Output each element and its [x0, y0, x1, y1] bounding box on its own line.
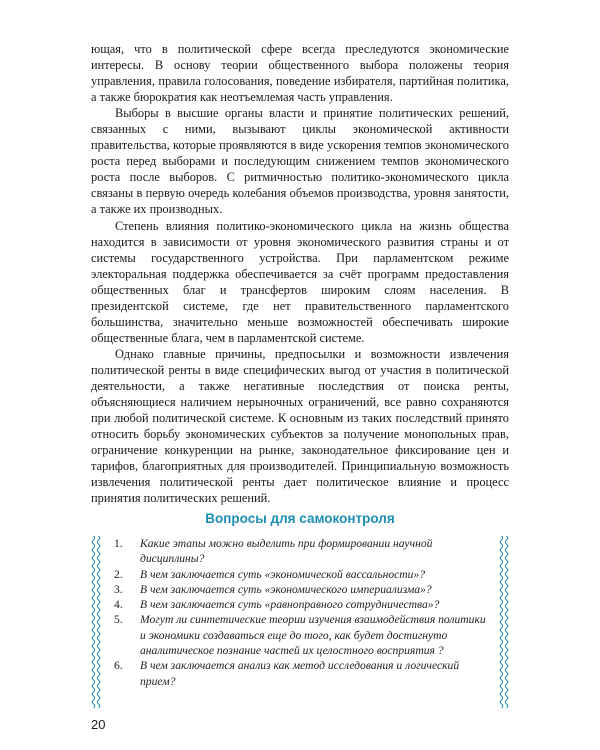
question-item	[114, 582, 488, 597]
question-text: В чем заключается суть «равноправного сотрудничества»?	[140, 598, 440, 612]
wave-line	[500, 536, 503, 708]
question-number: 2.	[114, 567, 123, 581]
wave-line	[97, 536, 100, 708]
paragraph-4: Однако главные причины, предпосылки и возможности извлечения политической ренты в виде специфических выгод от участия в политической деятельности, а также негативные последствия от поиска ренты, объясняющиеся наличием нерыночных ограничений, все равно сохраняются при любой политической системе. К основным из таких последствий принято относить борьбу экономических субъектов за получение монопольных прав, ограничение конкуренции на рынке, законодательное фиксирование цен и тарифов, благоприятных для производителей. Принципиальную возможность извлечения политической ренты дает политическое влияние и процесс принятия политических решений.	[91, 346, 509, 506]
question-item	[114, 536, 488, 567]
question-item	[114, 567, 488, 582]
wave-line	[505, 536, 508, 708]
question-text: В чем заключается анализ как метод исследования и логический прием?	[140, 659, 460, 688]
question-number: 3.	[114, 582, 123, 596]
section-title: Вопросы для самоконтроля	[205, 511, 395, 526]
question-item	[114, 612, 488, 658]
page-number: 20	[91, 717, 106, 732]
wave-line	[92, 536, 95, 708]
question-item	[114, 658, 488, 689]
question-number: 6.	[114, 659, 123, 673]
question-number: 5.	[114, 613, 123, 627]
questions-box	[90, 536, 510, 708]
question-text: В чем заключается суть «экономической вассальности»?	[140, 567, 426, 581]
question-text: Какие этапы можно выделить при формировании научной дисциплины?	[140, 537, 433, 566]
question-number: 1.	[114, 537, 123, 550]
body-text	[91, 41, 509, 506]
paragraph-1: ющая, что в политической сфере всегда преследуются экономические интересы. В основу теории общественного выбора положены теория управления, правила голосования, поведение избирателя, партийная политика, а также бюрократия как неотъемлемая часть управления.	[91, 42, 509, 105]
questions-list	[114, 536, 488, 689]
wave-border-left-icon	[90, 536, 102, 708]
question-text: Могут ли синтетические теории изучения взаимодействия политики и экономики создаваться еще до того, как будет достигнуто аналитическое познание частей их целостного восприятия ?	[140, 613, 486, 658]
question-item	[114, 597, 488, 612]
wave-border-right-icon	[498, 536, 510, 708]
paragraph-3: Степень влияния политико-экономического цикла на жизнь общества находится в зависимости от уровня экономического развития страны и от системы государственного устройства. При парламентском режиме электоральная поддержка обеспечивается за счёт программ предоставления общественных благ и трансфертов широким слоям населения. В президентской системе, где нет правительственного парламентского большинства, значительно меньше возможностей обеспечивать широкие общественные блага, чем в парламентской системе.	[91, 218, 509, 345]
question-number: 4.	[114, 598, 123, 612]
question-text: В чем заключается суть «экономического империализма»?	[140, 582, 432, 596]
paragraph-2: Выборы в высшие органы власти и принятие политических решений, связанных с ними, вызывают циклы экономической активности правительства, которые проявляются в виде ускорения темпов экономического роста перед выборами и последующим снижением темпов экономического роста после выборов. С ритмичностью политико-экономического цикла связаны в первую очередь колебания объемов производства, уровня занятости, а также их производных.	[91, 106, 509, 217]
